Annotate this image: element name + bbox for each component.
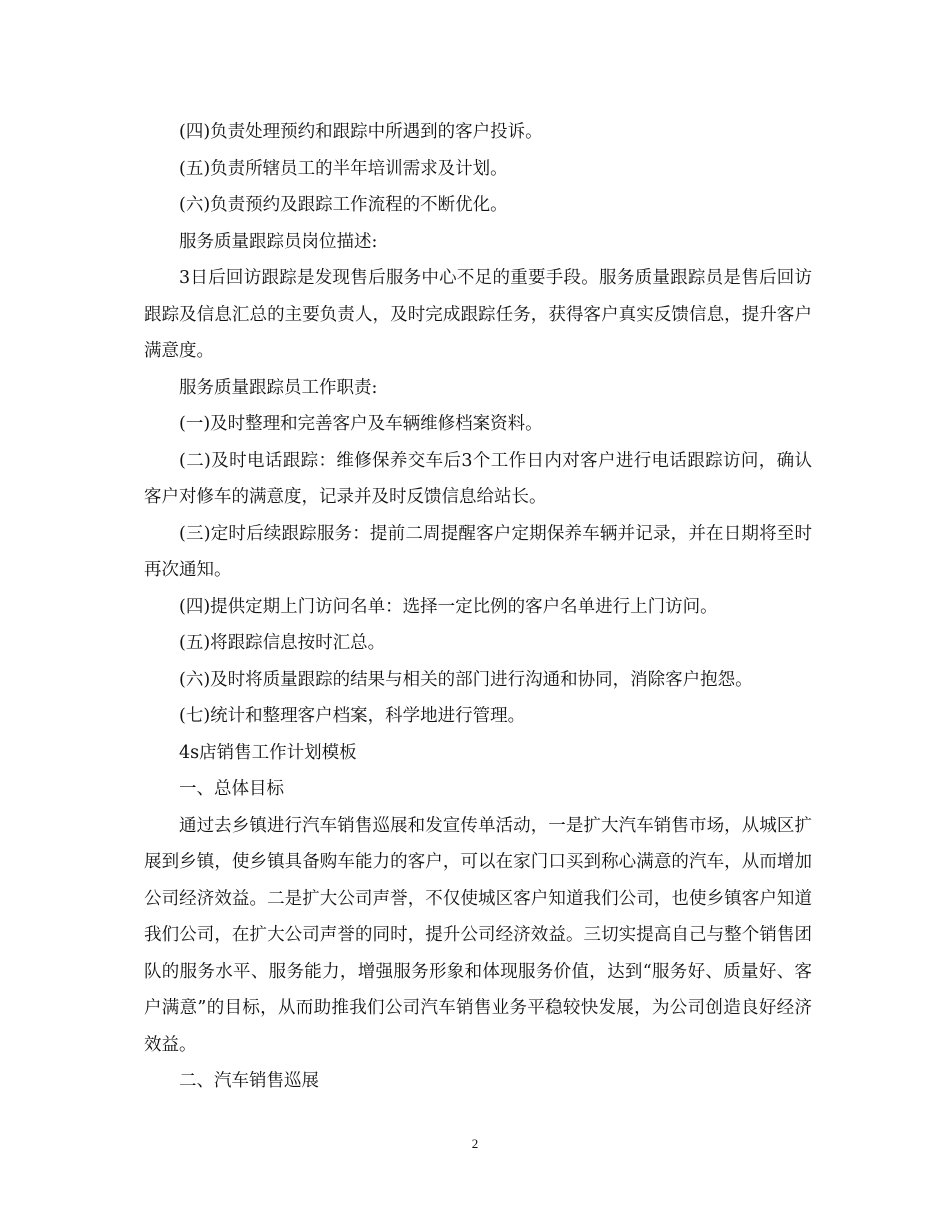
paragraph: 通过去乡镇进行汽车销售巡展和发宣传单活动，一是扩大汽车销售市场，从城区扩展到乡镇，使乡镇具备购车能力的客户，可以在家门口买到称心满意的汽车，从而增加公司经济效益。二是扩大公司声誉，不仅使城区客户知道我们公司，也使乡镇客户知道我们公司，在扩大公司声誉的同时，提升公司经济效益。三切实提高自己与整个销售团队的服务水平、服务能力，增强服务形象和体现服务价值，达到“服务好、质量好、客户满意”的目标，从而助推我们公司汽车销售业务平稳较快发展，为公司创造良好经济效益。 bbox=[144, 815, 812, 1055]
page-number: 2 bbox=[471, 1136, 479, 1151]
paragraph: (四)提供定期上门访问名单：选择一定比例的客户名单进行上门访问。 bbox=[179, 596, 718, 617]
paragraph: (四)负责处理预约和跟踪中所遇到的客户投诉。 bbox=[179, 122, 543, 142]
paragraph: (六)及时将质量跟踪的结果与相关的部门进行沟通和协同，消除客户抱怨。 bbox=[179, 669, 753, 690]
paragraph: (二)及时电话跟踪：维修保养交车后3个工作日内对客户进行电话跟踪访问，确认客户对修车的满意度，记录并及时反馈信息给站长。 bbox=[144, 450, 812, 507]
paragraph: (五)将跟踪信息按时汇总。 bbox=[179, 633, 386, 653]
section-heading: 服务质量跟踪员工作职责: bbox=[179, 377, 378, 398]
section-heading: 二、汽车销售巡展 bbox=[179, 1071, 319, 1091]
paragraph: (六)负责预约及跟踪工作流程的不断优化。 bbox=[179, 195, 508, 215]
section-heading: 一、总体目标 bbox=[179, 779, 284, 799]
section-heading: 服务质量跟踪员岗位描述: bbox=[179, 231, 378, 252]
paragraph: (一)及时整理和完善客户及车辆维修档案资料。 bbox=[179, 414, 543, 434]
paragraph: (三)定时后续跟踪服务：提前二周提醒客户定期保养车辆并记录，并在日期将至时再次通知。 bbox=[144, 523, 812, 580]
document-body bbox=[144, 114, 812, 1100]
paragraph: (七)统计和整理客户档案，科学地进行管理。 bbox=[179, 706, 526, 726]
paragraph: (五)负责所辖员工的半年培训需求及计划。 bbox=[179, 158, 508, 179]
document-subtitle: 4s店销售工作计划模板 bbox=[179, 742, 357, 763]
paragraph: 3日后回访跟踪是发现售后服务中心不足的重要手段。服务质量跟踪员是售后回访跟踪及信息汇总的主要负责人，及时完成跟踪任务，获得客户真实反馈信息，提升客户满意度。 bbox=[144, 268, 812, 361]
